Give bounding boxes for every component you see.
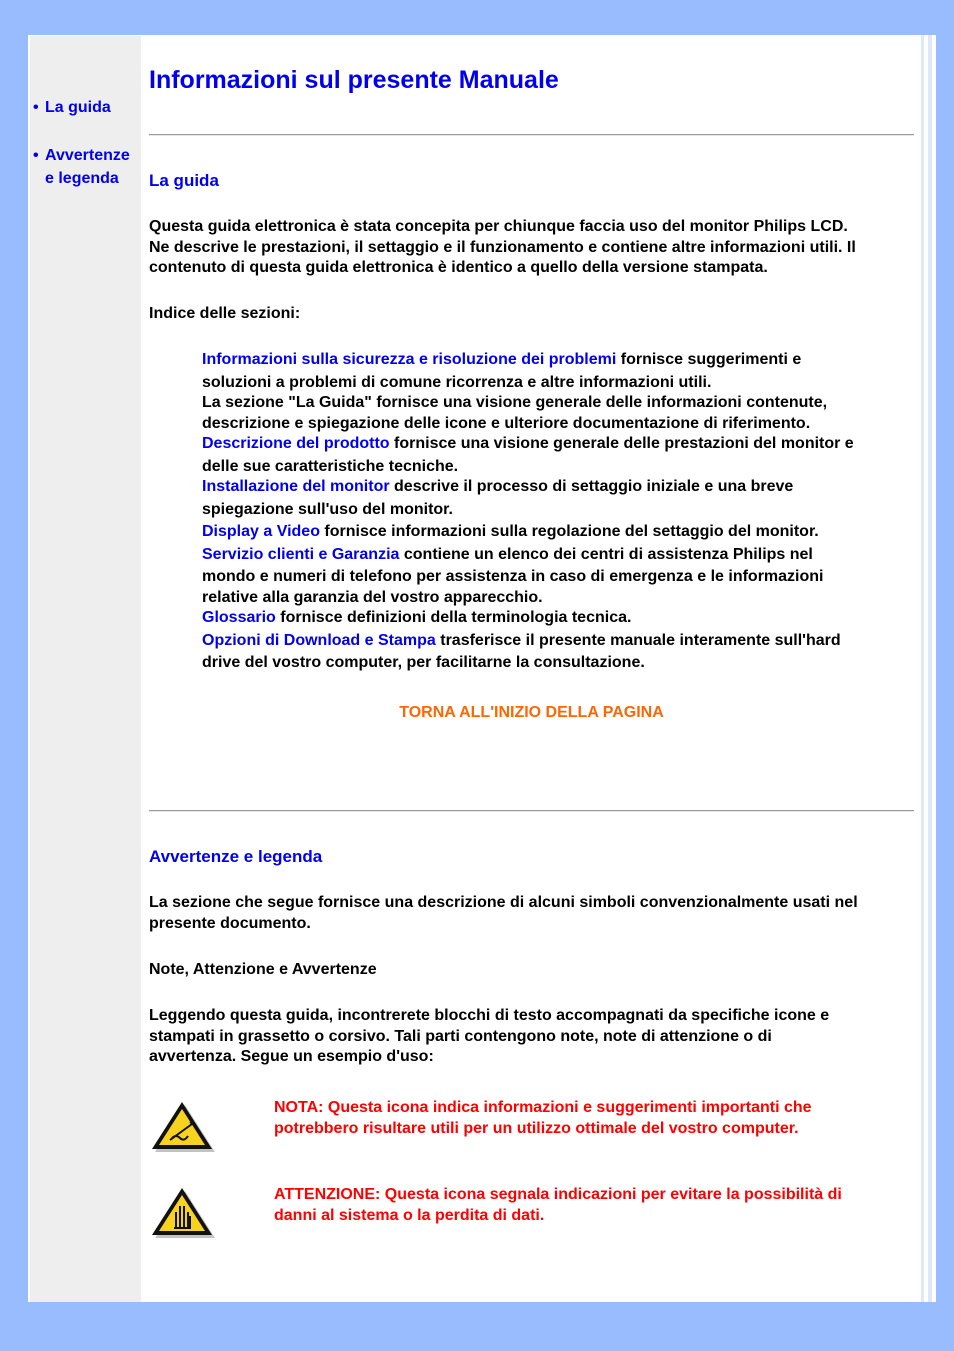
section-entry [202, 631, 914, 652]
nav-bullet: • [33, 99, 39, 116]
section-desc-cont: delle sue caratteristiche tecniche. [202, 457, 459, 475]
nav-bullet: • [33, 147, 39, 164]
link-descrizione-prodotto[interactable]: Descrizione del prodotto [202, 435, 390, 452]
index-label: Indice delle sezioni: [149, 305, 301, 322]
divider [149, 134, 914, 136]
right-border-stripe [921, 35, 924, 1302]
section-desc: contiene un elenco dei centri di assistenza Philips nel [399, 545, 813, 563]
guide-intro-line: Ne descrive le prestazioni, il settaggio e il funzionamento e contiene altre informazioni utili. Il [149, 238, 856, 256]
section-index [202, 350, 914, 674]
section-entry [202, 522, 914, 543]
legend-explain [149, 1006, 914, 1068]
section-entry [202, 545, 914, 566]
caution-hand-icon [150, 1186, 216, 1240]
section-desc: fornisce una visione generale delle prestazioni del monitor e [389, 435, 854, 452]
legend-intro-line: presente documento. [149, 914, 311, 932]
section-desc: trasferisce il presente manuale interamente sull'hard [435, 631, 841, 649]
note-text-line: potrebbero risultare utili per un utilizzo ottimale del vostro computer. [274, 1119, 799, 1137]
legend-explain-line: avvertenza. Segue un esempio d'uso: [149, 1048, 434, 1065]
legend-intro-line: La sezione che segue fornisce una descrizione di alcuni simboli convenzionalmente usati nel [149, 894, 858, 911]
section-heading-avvertenze: Avvertenze e legenda [149, 847, 323, 866]
link-display-video[interactable]: Display a Video [202, 523, 320, 540]
sidebar-item-label: La guida [45, 99, 111, 116]
link-sicurezza[interactable]: Informazioni sulla sicurezza e risoluzione dei problemi [202, 351, 617, 368]
sidebar [30, 36, 141, 1302]
link-installazione[interactable]: Installazione del monitor [202, 478, 390, 495]
section-desc: descrizione e spiegazione delle icone e ulteriore documentazione di riferimento. [202, 414, 811, 432]
guide-intro [149, 217, 914, 279]
divider [149, 810, 914, 812]
legend-explain-line: stampati in grassetto o corsivo. Tali parti contengono note, note di attenzione o di [149, 1027, 772, 1045]
note-text-line: NOTA: Questa icona indica informazioni e suggerimenti importanti che [274, 1099, 812, 1116]
section-desc: fornisce informazioni sulla regolazione del settaggio del monitor. [319, 523, 819, 540]
section-desc-cont: soluzioni a problemi di comune ricorrenza e altre informazioni utili. [202, 373, 712, 391]
guide-intro-line: contenuto di questa guida elettronica è identico a quello della versione stampata. [149, 259, 768, 276]
page-title: Informazioni sul presente Manuale [149, 66, 559, 94]
legend-intro [149, 893, 914, 934]
link-glossario[interactable]: Glossario [202, 609, 276, 626]
section-desc-cont: drive del vostro computer, per facilitarne la consultazione. [202, 654, 645, 671]
right-border-stripe [928, 35, 932, 1302]
link-servizio-clienti[interactable]: Servizio clienti e Garanzia [202, 545, 400, 563]
section-heading-la-guida: La guida [149, 171, 219, 190]
section-entry [202, 350, 914, 371]
note-text [274, 1098, 914, 1139]
section-desc: fornisce suggerimenti e [616, 351, 802, 368]
section-desc-cont: mondo e numeri di telefono per assistenza in caso di emergenza e le informazioni [202, 568, 824, 585]
sidebar-item-label-line2: e legenda [45, 170, 119, 187]
caution-text-line: ATTENZIONE: Questa icona segnala indicazioni per evitare la possibilità di [274, 1186, 842, 1203]
caution-text [274, 1185, 914, 1226]
section-entry [202, 477, 914, 498]
section-desc-cont: spiegazione sull'uso del monitor. [202, 500, 453, 518]
caution-text-line: danni al sistema o la perdita di dati. [274, 1206, 545, 1224]
sidebar-item-label-line1: Avvertenze [45, 147, 130, 164]
section-desc: La sezione "La Guida" fornisce una visione generale delle informazioni contenute, [202, 394, 828, 411]
section-entry [202, 608, 914, 629]
guide-intro-line: Questa guida elettronica è stata concepita per chiunque faccia uso del monitor Philips LCD. [149, 218, 848, 235]
link-download-stampa[interactable]: Opzioni di Download e Stampa [202, 631, 436, 649]
section-desc-cont: relative alla garanzia del vostro apparecchio. [202, 588, 543, 606]
note-warning-icon [150, 1100, 216, 1154]
legend-subheading: Note, Attenzione e Avvertenze [149, 961, 377, 978]
sidebar-item-la-guida[interactable] [33, 96, 111, 119]
section-desc: descrive il processo di settaggio iniziale e una breve [389, 478, 794, 495]
section-entry [202, 434, 914, 455]
sidebar-item-avvertenze[interactable] [33, 144, 130, 190]
back-to-top-link[interactable]: TORNA ALL'INIZIO DELLA PAGINA [399, 704, 664, 721]
section-desc: fornisce definizioni della terminologia tecnica. [275, 609, 632, 626]
legend-explain-line: Leggendo questa guida, incontrerete blocchi di testo accompagnati da specifiche icone e [149, 1007, 830, 1024]
